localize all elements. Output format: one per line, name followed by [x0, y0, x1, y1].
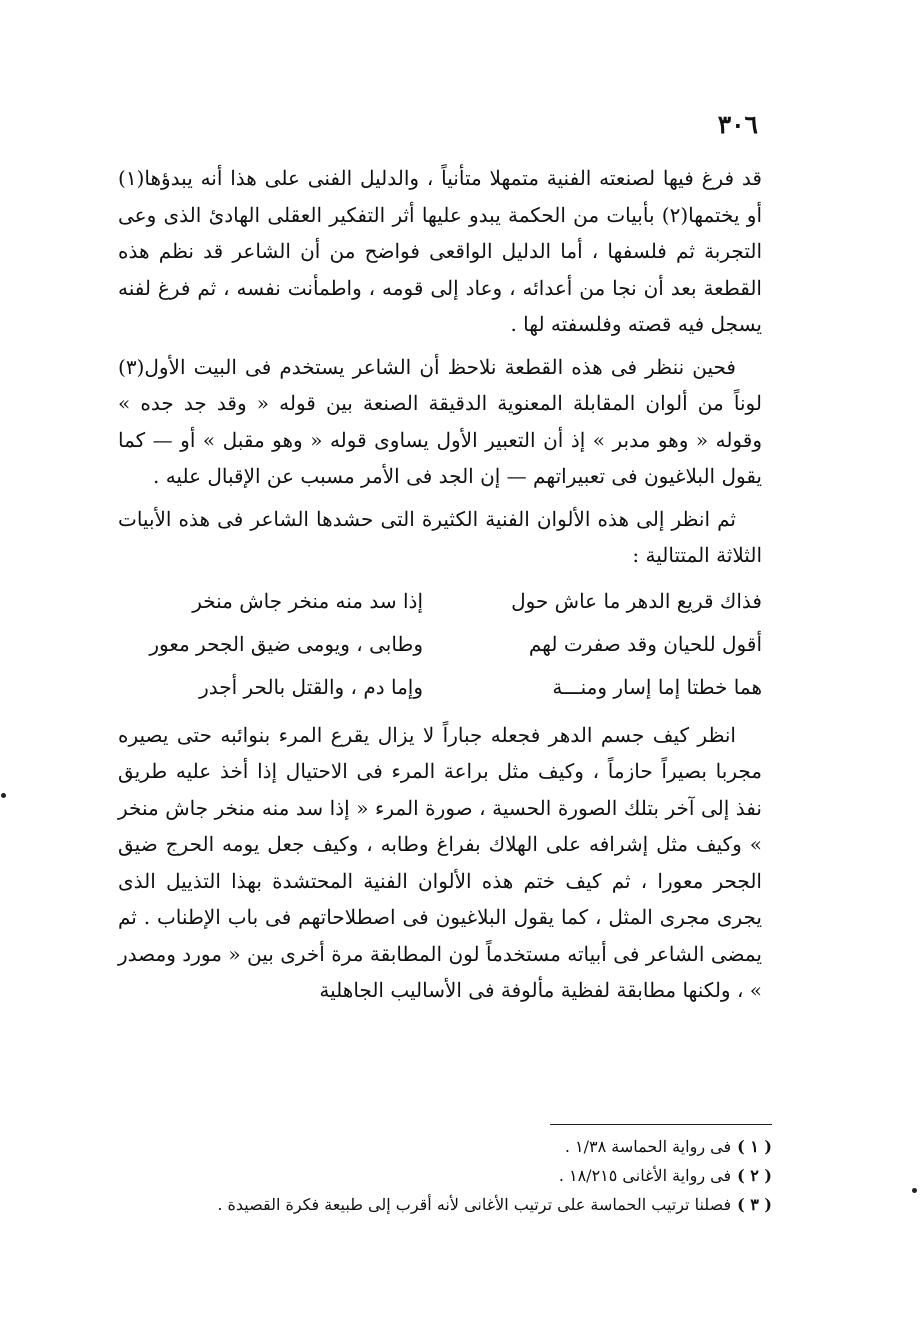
paragraph: قد فرغ فيها لصنعته الفنية متمهلا متأنياً ، والدليل الفنى على هذا أنه يبدؤها(١) أو يختمها(٢) بأبيات من الحكمة يبدو عليها أثر التفكير العقلى الهادئ الذى وعى التجربة ثم فلسفها ، أما الدليل الواقعى فواضح من أن الشاعر قد نظم هذه القطعة بعد أن نجا من أعدائه ، وعاد إلى قومه ، واطمأنت نفسه ، ثم فرغ لفنه يسجل فيه قصته وفلسفته لها .	[118, 166, 762, 336]
footnote-number: ( ٣ )	[737, 1195, 772, 1214]
footnote	[152, 1132, 772, 1161]
verse-second-hemistich: وطابى ، ويومى ضيق الجحر معور	[149, 631, 423, 656]
footnote-text: فى رواية الحماسة ١/٣٨ .	[564, 1137, 732, 1156]
paragraph: ثم انظر إلى هذه الألوان الفنية الكثيرة التى حشدها الشاعر فى هذه الأبيات الثلاثة المتتالية :	[118, 506, 762, 567]
poem-verses	[118, 580, 762, 709]
verse-second-hemistich: إذا سد منه منخر جاش منخر	[192, 588, 423, 613]
poem-verse	[118, 666, 762, 709]
verse-first-hemistich: هما خطتا إما إسار ومنـــة	[552, 674, 762, 699]
footnote	[152, 1190, 772, 1219]
verse-second-hemistich: وإما دم ، والقتل بالحر أجدر	[199, 674, 423, 699]
scan-edge-mark	[1, 793, 6, 798]
poem-verse	[118, 580, 762, 623]
footnote-number: ( ١ )	[737, 1137, 772, 1156]
footnote	[152, 1161, 772, 1190]
poem-verse	[118, 623, 762, 666]
footnotes	[152, 1132, 772, 1219]
footnote-divider	[550, 1124, 772, 1125]
footnote-text: فصلنا ترتيب الحماسة على ترتيب الأغانى لأنه أقرب إلى طبيعة فكرة القصيدة .	[217, 1195, 732, 1214]
page-number: ٣٠٦	[717, 110, 758, 139]
scan-edge-mark	[912, 1188, 917, 1193]
paragraph: انظر كيف جسم الدهر فجعله جباراً لا يزال يقرع المرء بنوائبه حتى يصيره مجربا بصيراً حازماً ، وكيف مثل براعة المرء فى الاحتيال إذا أخذ عليه طريق نفذ إلى آخر بتلك الصورة الحسية ، صورة المرء « إذا سد منه منخر جاش منخر » وكيف مثل إشرافه على الهلاك بفراغ وطابه ، وكيف جعل يومه الحرج ضيق الجحر معورا ، ثم كيف ختم هذه الألوان الفنية المحتشدة بهذا التذييل الذى يجرى مجرى المثل ، كما يقول البلاغيون فى اصطلاحاتهم فى باب الإطناب . ثم يمضى الشاعر فى أبياته مستخدماً لون المطابقة مرة أخرى بين « مورد ومصدر » ، ولكنها مطابقة لفظية مألوفة فى الأساليب الجاهلية	[118, 722, 762, 1002]
verse-first-hemistich: أقول للحيان وقد صفرت لهم	[528, 631, 762, 656]
paragraph: فحين ننظر فى هذه القطعة نلاحظ أن الشاعر يستخدم فى البيت الأول(٣) لوناً من ألوان المقابلة المعنوية الدقيقة الصنعة بين قوله « وقد جد جده » وقوله « وهو مدبر » إذ أن التعبير الأول يساوى قوله « وهو مقبل » أو — كما يقول البلاغيون فى تعبيراتهم — إن الجد فى الأمر مسبب عن الإقبال عليه .	[118, 354, 762, 488]
footnote-text: فى رواية الأغانى ١٨/٢١٥ .	[558, 1166, 732, 1185]
footnote-number: ( ٢ )	[737, 1166, 772, 1185]
verse-first-hemistich: فذاك قريع الدهر ما عاش حول	[511, 588, 762, 613]
main-text	[118, 160, 762, 1015]
